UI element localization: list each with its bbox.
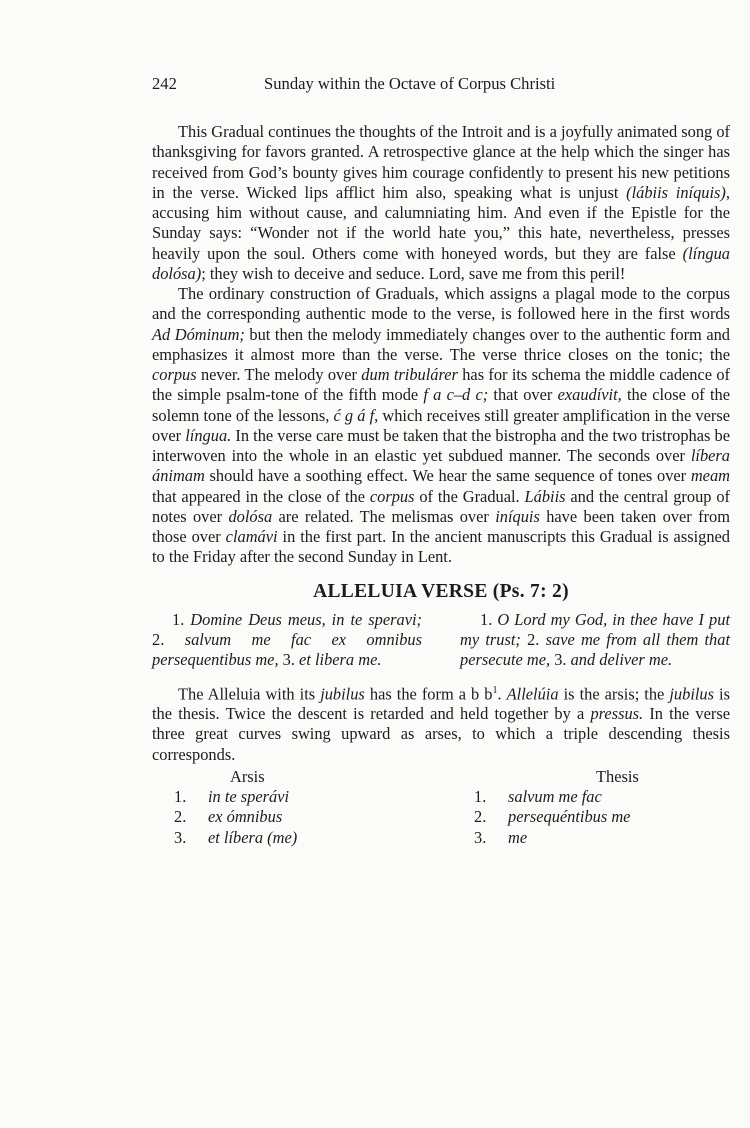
italic-run: jubilus <box>320 683 365 703</box>
text-run: In the verse three great curves swing upward as arses, to which a triple descending thesis corresponds. <box>152 704 730 764</box>
verse-text: O Lord my God, in thee have I put my trust; <box>460 609 730 649</box>
thesis-text: persequéntibus me <box>508 807 631 827</box>
latin-verse <box>152 610 422 671</box>
text-run: The ordinary construction of Graduals, which assigns a plagal mode to the corpus and the corresponding authentic mode to the verse, is followed here in the first words <box>152 284 730 324</box>
text-run: that appeared in the close of the <box>152 486 370 506</box>
section-title: ALLELUIA VERSE (Ps. 7: 2) <box>313 580 569 602</box>
verse-text: and deliver me. <box>566 650 673 670</box>
text-run: are related. The melismas over <box>272 506 496 526</box>
arsis-header: Arsis <box>230 766 265 786</box>
italic-run: dum tribulárer <box>361 365 458 384</box>
table-row <box>152 828 730 848</box>
text-run: and the central group of notes over <box>152 486 730 526</box>
verse-text: save me from all them that persecute me, <box>460 630 731 670</box>
text-run: have been taken over from those over <box>152 506 730 546</box>
text-run: . <box>497 683 507 703</box>
italic-run: ć g á f, <box>333 405 379 425</box>
table-row <box>152 807 730 827</box>
text-run: that over <box>488 385 558 405</box>
thesis-text: me <box>508 827 528 847</box>
italic-run: dolósa <box>228 506 273 526</box>
table-header <box>152 767 730 787</box>
text-run: ; they wish to deceive and seduce. Lord, save me from this peril! <box>201 263 626 283</box>
italic-run: corpus <box>152 365 197 384</box>
superscript: 1 <box>492 684 498 696</box>
paragraph-gradual-construction <box>152 284 730 568</box>
italic-run: corpus <box>369 486 415 506</box>
verse-columns <box>152 610 730 671</box>
running-header <box>152 74 622 94</box>
text-run: is the thesis. Twice the descent is retarded and held together by a <box>152 683 730 724</box>
italic-run: Lábiis <box>524 486 566 506</box>
verse-number: 1. <box>480 609 493 629</box>
thesis-number: 3. <box>474 827 487 847</box>
thesis-number: 1. <box>474 787 487 807</box>
verse-text: Domine Deus meus, in te speravi; <box>184 609 422 629</box>
verse-number: 3. <box>554 650 567 670</box>
text-run: never. The melody over <box>196 365 362 384</box>
page-number: 242 <box>152 74 177 93</box>
italic-run: pressus. <box>590 704 644 724</box>
italic-run: iníquis <box>495 506 540 526</box>
thesis-number: 2. <box>474 807 487 827</box>
text-run: is the arsis; the <box>558 683 670 703</box>
english-verse <box>460 610 730 671</box>
arsis-text: et líbera (me) <box>208 827 298 847</box>
text-run: of the Gradual. <box>414 486 525 506</box>
main-text <box>152 122 730 848</box>
italic-run: jubilus <box>669 683 715 703</box>
arsis-text: ex ómnibus <box>208 807 283 827</box>
verse-number: 1. <box>172 609 185 629</box>
text-run: which receives still greater amplification in the verse over <box>152 405 730 445</box>
running-title: Sunday within the Octave of Corpus Christi <box>264 74 556 93</box>
italic-run: Ad Dóminum; <box>152 324 245 344</box>
text-run: in the first part. In the ancient manuscripts this Gradual is assigned to the Friday after the second Sunday in Lent. <box>152 527 730 567</box>
italic-run: (lábiis iníquis) <box>626 182 726 202</box>
thesis-text: salvum me fac <box>508 787 602 807</box>
italic-run: meam <box>690 466 730 486</box>
text-run: The Alleluia with its <box>178 683 321 703</box>
italic-run: f a c–d c; <box>423 385 489 405</box>
text-run: should have a soothing effect. We hear the same sequence of tones over <box>204 466 691 486</box>
arsis-number: 1. <box>174 787 187 807</box>
verse-number: 3. <box>282 650 295 670</box>
text-run: has the form a b b <box>364 683 493 703</box>
thesis-header: Thesis <box>596 766 639 786</box>
table-row <box>152 787 730 807</box>
italic-run: líbera ánimam <box>152 446 730 486</box>
arsis-text: in te sperávi <box>208 787 290 807</box>
verse-number: 2. <box>527 630 540 649</box>
italic-run: exaudívit, <box>557 385 622 405</box>
text-run: the close of the solemn tone of the lessons, <box>152 385 730 425</box>
verse-text: et libera me. <box>294 650 382 670</box>
italic-run: Allelúia <box>506 683 559 703</box>
verse-text: salvum me fac ex omnibus persequentibus me, <box>152 630 422 670</box>
text-run: This Gradual continues the thoughts of the Introit and is a joyfully animated song of thanksgiving for favors granted. A retrospective glance at the help which the singer has received from God’s bounty gives him courage confidently to present his new petitions in the verse. Wicked lips afflict him also, speaking what is unjust <box>152 122 730 202</box>
paragraph-alleluia-form <box>152 681 730 765</box>
text-run: but then the melody immediately changes over to the authentic form and emphasizes it almost more than the verse. The verse thrice closes on the tonic; the <box>152 324 730 364</box>
italic-run: língua. <box>185 425 232 445</box>
italic-run: clamávi <box>225 527 278 546</box>
verse-number: 2. <box>152 630 165 649</box>
italic-run: (língua dolósa) <box>152 243 730 283</box>
text-run: In the verse care must be taken that the bistropha and the two tristrophas be interwoven into the whole in an elastic yet subdued manner. The seconds over <box>152 425 730 465</box>
text-run: , accusing him without cause, and calumniating him. And even if the Epistle for the Sunday says: “Wonder not if the world hate you,” this hate, nevertheless, presses heavily upon the soul. Others come with honeyed words, but they are false <box>152 182 730 263</box>
arsis-number: 3. <box>174 827 187 847</box>
arsis-number: 2. <box>174 807 187 827</box>
paragraph-gradual-thoughts <box>152 122 730 284</box>
arsis-thesis-table <box>152 767 730 848</box>
text-run: has for its schema the middle cadence of the simple psalm-tone of the fifth mode <box>152 365 731 405</box>
